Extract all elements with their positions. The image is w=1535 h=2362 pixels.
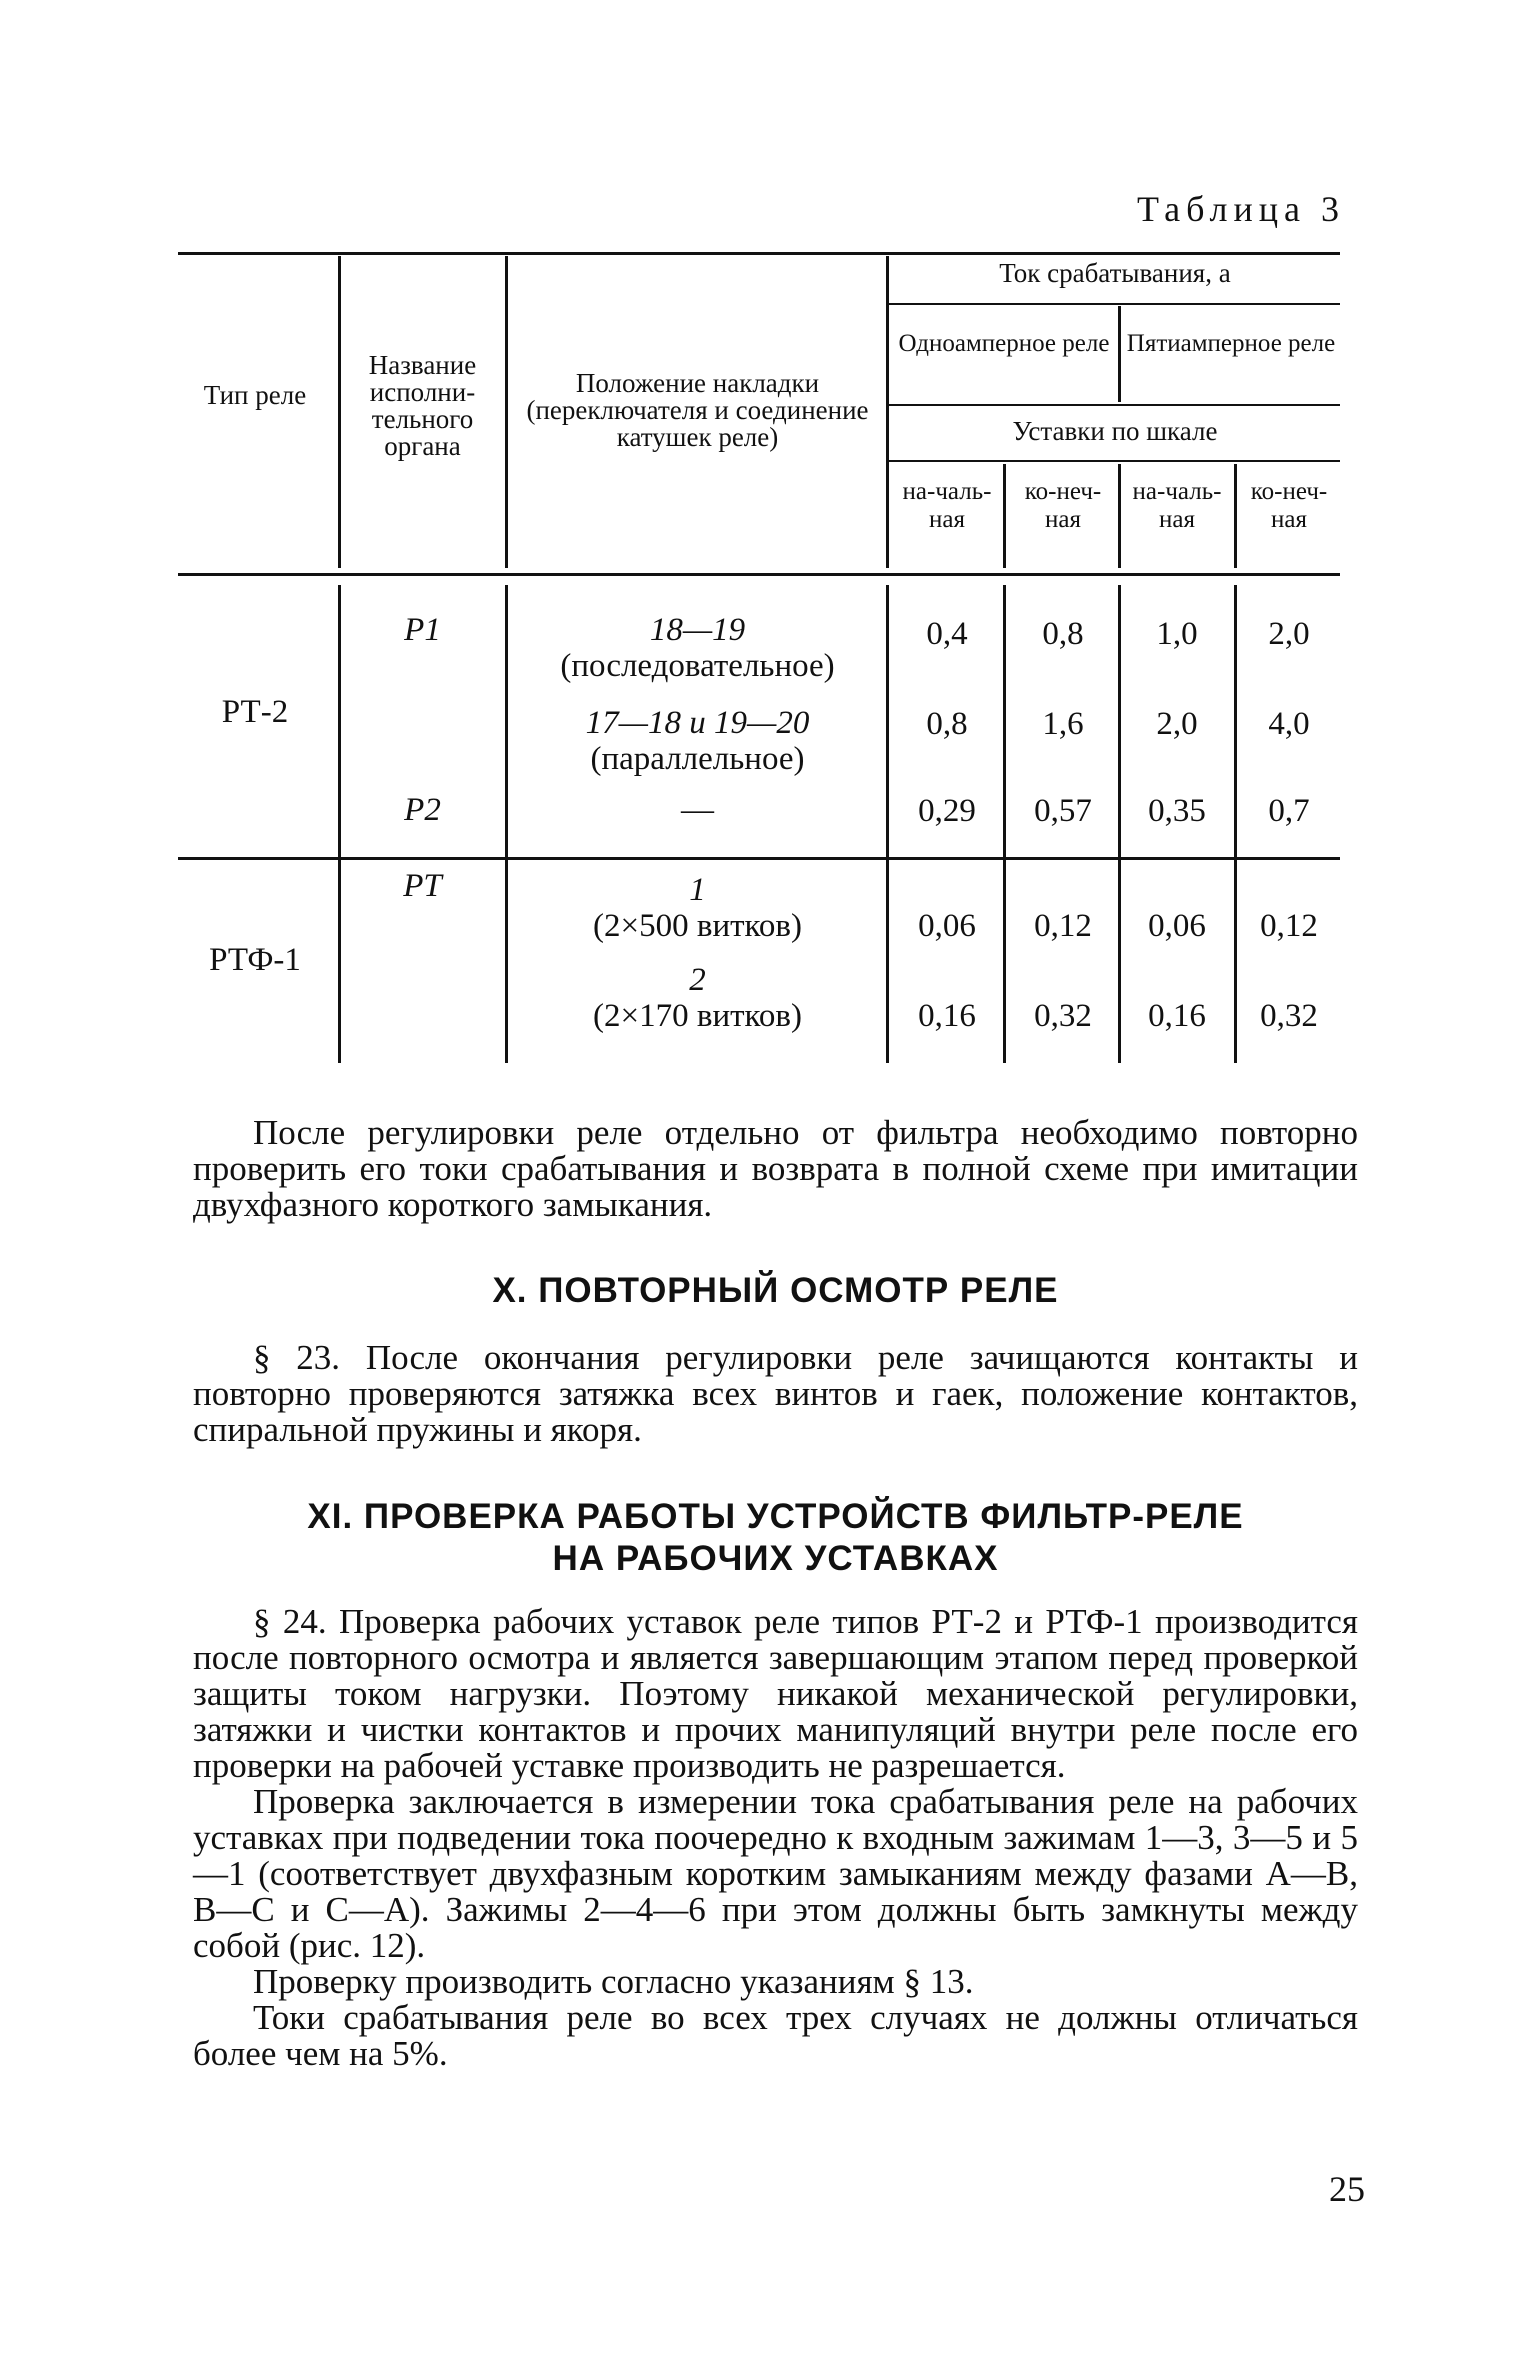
- row-organ: Р2: [404, 792, 441, 828]
- table-caption: Таблица 3: [1137, 189, 1345, 229]
- section-10-heading: X. ПОВТОРНЫЙ ОСМОТР РЕЛЕ: [492, 1271, 1059, 1310]
- header-one-amp: Одноамперное реле: [898, 330, 1110, 357]
- value-cell: 0,4: [926, 616, 968, 652]
- paragraph-text: Проверку производить согласно указаниям § 13.: [253, 1962, 974, 2001]
- row-position-note: (2×170 витков): [593, 998, 802, 1034]
- row-type: РТ-2: [221, 694, 289, 730]
- section-11-heading: [193, 1496, 1358, 1580]
- value-cell: 0,16: [1148, 998, 1206, 1034]
- value-cell: 2,0: [1268, 616, 1310, 652]
- value-cell: 0,8: [1042, 616, 1084, 652]
- value-cell: 1,6: [1042, 706, 1084, 742]
- value-cell: 0,12: [1260, 908, 1318, 944]
- paragraph-text: Проверка заключается в измерении тока срабатывания реле на рабочих уставках при подведении тока поочередно к входным зажимам 1—3, 3—5 и 5—1 (соответствует двухфазным коротким замыканиям между фазами А—В, В—С и С—А). Зажимы 2—4—6 при этом должны быть замкнуты между собой (рис. 12).: [193, 1782, 1358, 1965]
- section-10-body: [193, 1340, 1358, 1448]
- section-11-heading-line-1: XI. ПРОВЕРКА РАБОТЫ УСТРОЙСТВ ФИЛЬТР-РЕЛЕ: [307, 1497, 1244, 1536]
- header-final-1: ко-неч-ная: [1024, 478, 1102, 533]
- row-organ: Р1: [404, 612, 441, 648]
- row-position: —: [681, 792, 714, 828]
- value-cell: 0,06: [1148, 908, 1206, 944]
- row-position-note: (2×500 витков): [593, 908, 802, 944]
- value-cell: 0,57: [1034, 793, 1092, 829]
- row-position: 2: [689, 962, 706, 998]
- header-final-2: ко-неч-ная: [1250, 478, 1328, 533]
- row-position-note: (последовательное): [560, 648, 835, 684]
- row-position: 18—19: [649, 612, 746, 648]
- value-cell: 1,0: [1156, 616, 1198, 652]
- row-organ: РТ: [403, 868, 442, 904]
- header-settings: Уставки по шкале: [1012, 416, 1218, 446]
- value-cell: 0,35: [1148, 793, 1206, 829]
- section-11-body: [193, 1604, 1358, 2072]
- paragraph-text: § 23. После окончания регулировки реле зачищаются контакты и повторно проверяются затяжка всех винтов и гаек, положение контактов, спиральной пружины и якоря.: [193, 1338, 1358, 1449]
- value-cell: 0,32: [1260, 998, 1318, 1034]
- value-cell: 0,29: [918, 793, 976, 829]
- paragraph-text: § 24. Проверка рабочих уставок реле типов РТ-2 и РТФ-1 производится после повторного осмотра и является завершающим этапом перед проверкой защиты током нагрузки. Поэтому никакой механической регулировки, затяжки и чистки контактов и прочих манипуляций внутри реле после его проверки на рабочей уставке производить не разрешается.: [193, 1602, 1358, 1785]
- header-current: Ток срабатывания, а: [999, 258, 1231, 288]
- header-five-amp: Пятиамперное реле: [1126, 330, 1336, 357]
- row-type: РТФ-1: [209, 942, 301, 978]
- row-position: 17—18 и 19—20: [585, 705, 810, 741]
- value-cell: 0,12: [1034, 908, 1092, 944]
- paragraph-text: После регулировки реле отдельно от фильтра необходимо повторно проверить его токи срабатывания и возврата в полной схеме при имитации двухфазного короткого замыкания.: [193, 1113, 1358, 1224]
- page-number: 25: [1329, 2169, 1365, 2209]
- header-initial-2: на-чаль-ная: [1132, 478, 1222, 533]
- paragraph-text: Токи срабатывания реле во всех трех случаях не должны отличаться более чем на 5%.: [193, 1998, 1358, 2073]
- header-type: Тип реле: [203, 380, 307, 410]
- value-cell: 0,16: [918, 998, 976, 1034]
- header-position: Положение накладки (переключателя и соединение катушек реле): [526, 368, 869, 452]
- value-cell: 0,7: [1268, 793, 1310, 829]
- header-initial-1: на-чаль-ная: [902, 478, 992, 533]
- value-cell: 2,0: [1156, 706, 1198, 742]
- value-cell: 0,06: [918, 908, 976, 944]
- paragraph-after-table: [193, 1115, 1358, 1223]
- header-organ: Название исполни-тельного органа: [368, 350, 477, 461]
- value-cell: 0,8: [926, 706, 968, 742]
- row-position: 1: [689, 872, 706, 908]
- section-11-heading-line-2: НА РАБОЧИХ УСТАВКАХ: [552, 1539, 999, 1578]
- row-position-note: (параллельное): [590, 741, 805, 777]
- value-cell: 0,32: [1034, 998, 1092, 1034]
- value-cell: 4,0: [1268, 706, 1310, 742]
